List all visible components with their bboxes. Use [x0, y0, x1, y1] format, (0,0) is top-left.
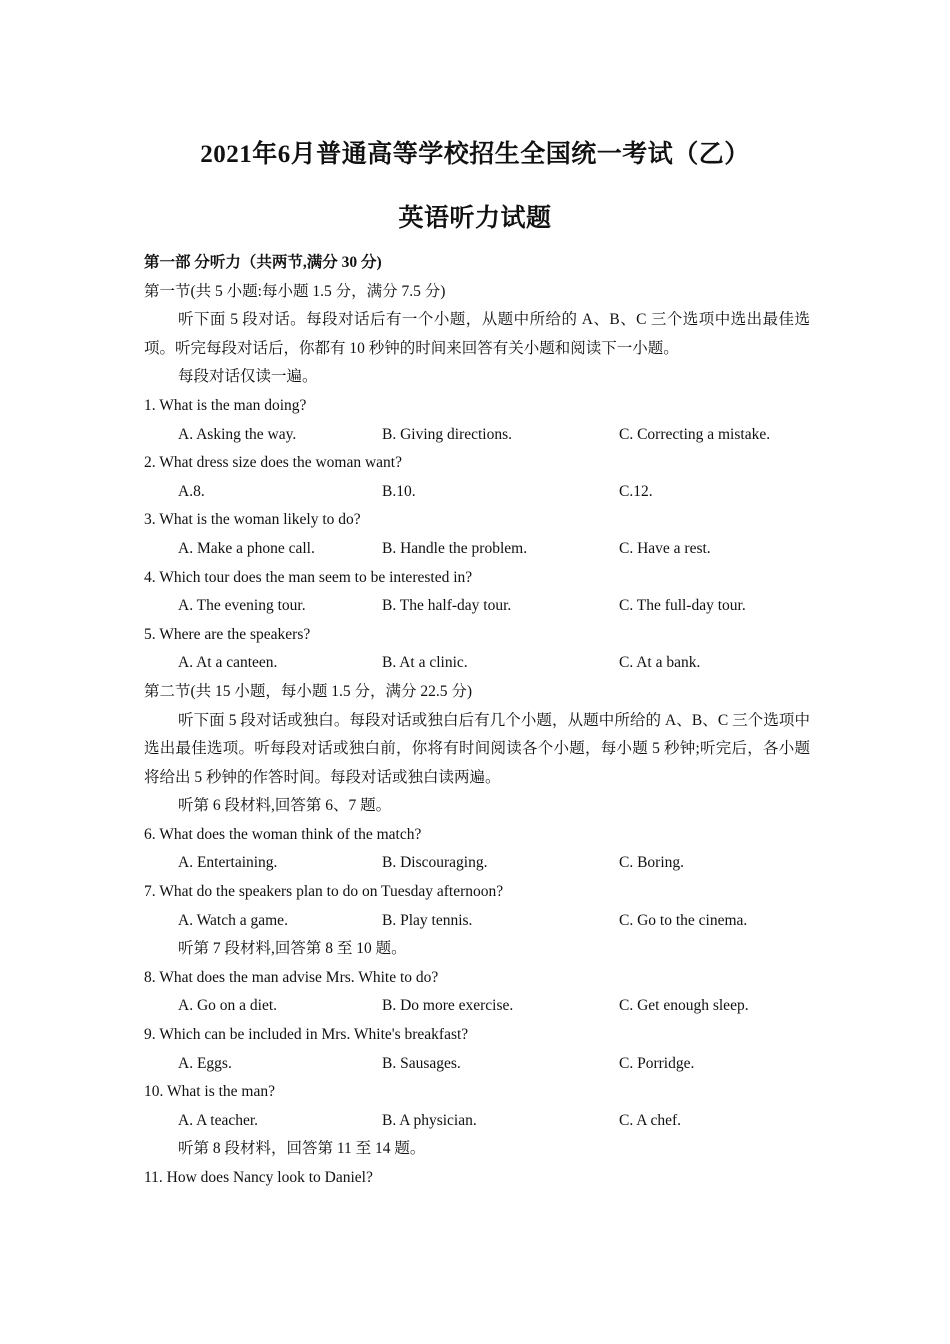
- question-1: 1. What is the man doing?: [144, 396, 307, 414]
- option-b: B. Handle the problem.: [382, 539, 528, 557]
- section2-heading: 第二节(共 15 小题，每小题 1.5 分，满分 22.5 分): [144, 682, 473, 700]
- option-c: C. Boring.: [619, 854, 685, 872]
- section1-note: 每段对话仅读一遍。: [178, 368, 318, 386]
- option-b: B. A physician.: [382, 1111, 477, 1129]
- question-10: 10. What is the man?: [144, 1083, 276, 1101]
- option-c: C. Have a rest.: [619, 539, 711, 557]
- option-b: B. At a clinic.: [382, 654, 468, 672]
- material-6-note: 听第 6 段材料,回答第 6、7 题。: [178, 797, 392, 815]
- question-5: 5. Where are the speakers?: [144, 625, 311, 643]
- option-a: A. Eggs.: [178, 1054, 232, 1072]
- question-3: 3. What is the woman likely to do?: [144, 511, 361, 529]
- question-1-options: [144, 421, 810, 450]
- option-a: A. Watch a game.: [178, 911, 288, 929]
- option-c: C. The full-day tour.: [619, 597, 746, 615]
- material-7-note: 听第 7 段材料,回答第 8 至 10 题。: [178, 940, 407, 958]
- option-b: B. Play tennis.: [382, 911, 473, 929]
- question-7: 7. What do the speakers plan to do on Tuesday afternoon?: [144, 883, 504, 901]
- option-b: B. Giving directions.: [382, 425, 513, 443]
- option-b: B.10.: [382, 482, 416, 500]
- option-a: A. Entertaining.: [178, 854, 278, 872]
- question-2: 2. What dress size does the woman want?: [144, 454, 402, 472]
- question-10-options: [144, 1107, 810, 1136]
- exam-title: 2021年6月普通高等学校招生全国统一考试（乙）: [200, 141, 750, 168]
- option-a: A. Make a phone call.: [178, 539, 315, 557]
- question-4-options: [144, 592, 810, 621]
- question-5-options: [144, 649, 810, 678]
- option-b: B. Sausages.: [382, 1054, 461, 1072]
- section1-heading: 第一节(共 5 小题:每小题 1.5 分，满分 7.5 分): [144, 282, 446, 300]
- question-7-options: [144, 907, 810, 936]
- question-6: 6. What does the woman think of the match?: [144, 825, 422, 843]
- exam-subtitle: 英语听力试题: [398, 205, 552, 232]
- option-c: C.12.: [619, 482, 653, 500]
- section2-instruction: 听下面 5 段对话或独白。每段对话或独白后有几个小题，从题中所给的 A、B、C 三个选项中选出最佳选项。听每段对话或独白前，你将有时间阅读各个小题，每小题 5 秒钟;听完后，各小题将给出 5 秒钟的作答时间。每段对话或独白读两遍。: [144, 711, 810, 786]
- part1-heading: 第一部 分听力（共两节,满分 30 分): [144, 254, 382, 271]
- material-8-note: 听第 8 段材料，回答第 11 至 14 题。: [178, 1140, 426, 1158]
- option-a: A. The evening tour.: [178, 597, 306, 615]
- section1-instruction: 听下面 5 段对话。每段对话后有一个小题，从题中所给的 A、B、C 三个选项中选出最佳选项。听完每段对话后，你都有 10 秒钟的时间来回答有关小题和阅读下一小题。: [144, 311, 810, 357]
- option-b: B. Discouraging.: [382, 854, 488, 872]
- question-3-options: [144, 535, 810, 564]
- option-b: B. The half-day tour.: [382, 597, 512, 615]
- option-c: C. A chef.: [619, 1111, 681, 1129]
- option-b: B. Do more exercise.: [382, 997, 514, 1015]
- option-a: A.8.: [178, 482, 205, 500]
- option-c: C. Porridge.: [619, 1054, 695, 1072]
- question-4: 4. Which tour does the man seem to be interested in?: [144, 568, 473, 586]
- question-8: 8. What does the man advise Mrs. White to do?: [144, 968, 439, 986]
- option-c: C. Get enough sleep.: [619, 997, 749, 1015]
- question-8-options: [144, 992, 810, 1021]
- option-a: A. A teacher.: [178, 1111, 259, 1129]
- option-a: A. At a canteen.: [178, 654, 278, 672]
- option-c: C. Correcting a mistake.: [619, 425, 771, 443]
- option-c: C. Go to the cinema.: [619, 911, 748, 929]
- question-9-options: [144, 1050, 810, 1079]
- question-2-options: [144, 478, 810, 507]
- option-a: A. Asking the way.: [178, 425, 297, 443]
- option-c: C. At a bank.: [619, 654, 701, 672]
- question-9: 9. Which can be included in Mrs. White's breakfast?: [144, 1026, 469, 1044]
- option-a: A. Go on a diet.: [178, 997, 278, 1015]
- exam-body: [144, 249, 810, 1193]
- question-11: 11. How does Nancy look to Daniel?: [144, 1169, 373, 1186]
- question-6-options: [144, 849, 810, 878]
